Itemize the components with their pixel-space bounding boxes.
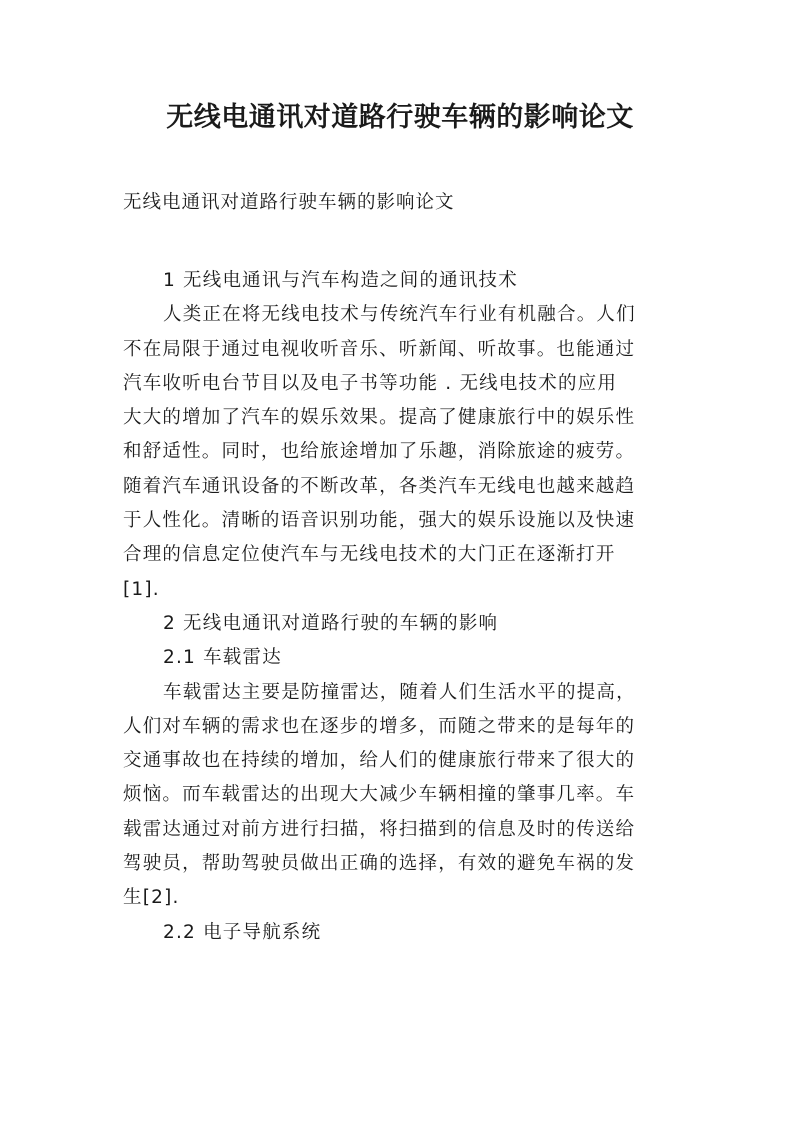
body-line: 汽车收听电台节目以及电子书等功能 . 无线电技术的应用 (123, 372, 618, 394)
body-line: 人们对车辆的需求也在逐步的增多，而随之带来的是每年的 (123, 715, 636, 737)
body-line: 生[2]. (123, 887, 180, 909)
document-subtitle: 无线电通讯对道路行驶车辆的影响论文 (123, 192, 455, 213)
body-line: 驾驶员，帮助驾驶员做出正确的选择，有效的避免车祸的发 (123, 853, 636, 875)
body-line: 大大的增加了汽车的娱乐效果。提高了健康旅行中的娱乐性 (123, 407, 636, 429)
body-line: 人类正在将无线电技术与传统汽车行业有机融合。人们 (163, 304, 636, 326)
body-line: 合理的信息定位使汽车与无线电技术的大门正在逐渐打开 (123, 544, 616, 566)
body-line: 2.2 电子导航系统 (163, 921, 322, 943)
body-line: 烦恼。而车载雷达的出现大大减少车辆相撞的肇事几率。车 (123, 784, 636, 806)
body-line: 于人性化。清晰的语音识别功能，强大的娱乐设施以及快速 (123, 510, 636, 532)
document-title: 无线电通讯对道路行驶车辆的影响论文 (166, 102, 634, 133)
body-line: 交通事故也在持续的增加，给人们的健康旅行带来了很大的 (123, 750, 636, 772)
body-line: 车载雷达主要是防撞雷达，随着人们生活水平的提高， (163, 681, 636, 703)
body-line: 1 无线电通讯与汽车构造之间的通讯技术 (163, 270, 518, 291)
document-body (123, 264, 685, 950)
body-line: 载雷达通过对前方进行扫描，将扫描到的信息及时的传送给 (123, 818, 636, 840)
body-line: 和舒适性。同时，也给旅途增加了乐趣，消除旅途的疲劳。 (123, 441, 636, 463)
body-line: 随着汽车通讯设备的不断改革，各类汽车无线电也越来越趋 (123, 475, 636, 497)
body-line: [1]. (123, 578, 160, 600)
body-line: 2 无线电通讯对道路行驶的车辆的影响 (163, 612, 499, 634)
body-line: 不在局限于通过电视收听音乐、听新闻、听故事。也能通过 (123, 338, 636, 360)
body-line: 2.1 车载雷达 (163, 647, 282, 669)
